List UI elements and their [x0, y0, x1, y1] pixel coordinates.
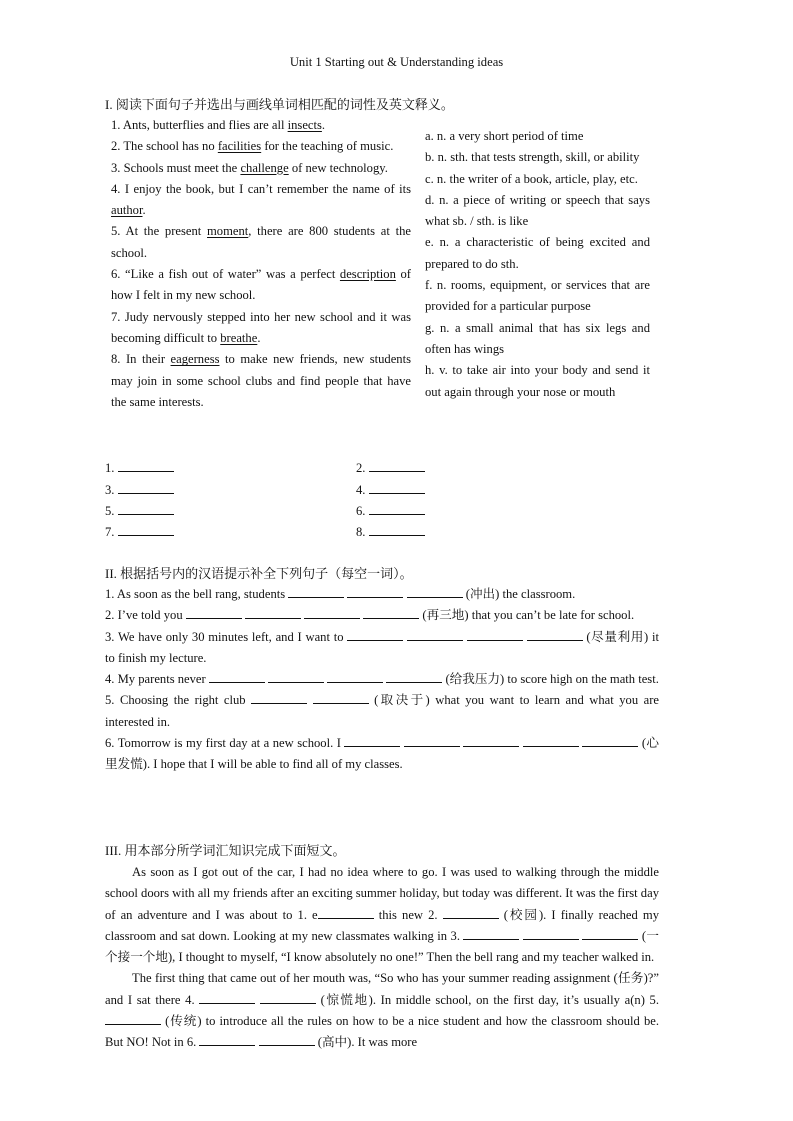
answer-8[interactable]: 8. — [356, 522, 425, 543]
definition-item: a. n. a very short period of time — [425, 129, 584, 143]
answer-7[interactable]: 7. — [105, 522, 174, 543]
section-3-heading: III. 用本部分所学词汇知识完成下面短文。 — [105, 843, 346, 858]
answer-1[interactable]: 1. — [105, 458, 174, 479]
fill-in-item: 3. We have only 30 minutes left, and I want to (尽量利用) it to finish my lecture. — [105, 629, 659, 665]
fill-in-item: 1. As soon as the bell rang, students (冲出) the classroom. — [105, 587, 576, 601]
sentence-item: 6. “Like a fish out of water” was a perfect description of how I felt in my new school. — [111, 267, 411, 303]
fill-in-item: 2. I’ve told you (再三地) that you can’t be late for school. — [105, 608, 635, 623]
answer-2[interactable]: 2. — [356, 458, 425, 479]
passage-paragraph: The first thing that came out of her mouth was, “So who has your summer reading assignment (任务)?” and I sat there 4. (惊慌地). In middle school, on the first day, it’s usually a(n) 5. (传统) to introduce all the rules on how to be a nice student and how the classroom should be. But NO! Not in 6. (高中). It was more — [105, 971, 659, 1050]
page-title: Unit 1 Starting out & Understanding ideas — [289, 55, 504, 69]
definition-item: f. n. rooms, equipment, or services that are provided for a particular purpose — [425, 278, 650, 314]
definition-item: h. v. to take air into your body and send it out again through your nose or mouth — [425, 363, 650, 399]
section-2-heading: II. 根据括号内的汉语提示补全下列句子（每空一词）。 — [105, 566, 413, 581]
fill-in-list — [105, 584, 659, 776]
definition-item: d. n. a piece of writing or speech that says what sb. / sth. is like — [425, 192, 650, 229]
definition-item: b. n. sth. that tests strength, skill, or ability — [425, 150, 640, 165]
sentence-item: 5. At the present moment, there are 800 students at the school. — [111, 224, 411, 260]
sentence-item: 7. Judy nervously stepped into her new school and it was becoming difficult to breathe. — [111, 309, 411, 345]
sentence-item: 1. Ants, butterflies and flies are all insects. — [111, 118, 326, 132]
section-1-heading: I. 阅读下面句子并选出与画线单词相匹配的词性及英文释义。 — [105, 97, 454, 112]
answer-5[interactable]: 5. — [105, 501, 174, 522]
definition-item: g. n. a small animal that has six legs and often has wings — [425, 320, 650, 356]
answer-3[interactable]: 3. — [105, 480, 174, 501]
definition-list — [425, 126, 650, 403]
sentence-item: 8. In their eagerness to make new friends, new students may join in some school clubs and find people that have the same interests. — [111, 352, 411, 409]
fill-in-item: 6. Tomorrow is my first day at a new school. I (心里发慌). I hope that I will be able to find all of my classes. — [105, 736, 660, 772]
passage-paragraph: As soon as I got out of the car, I had no idea where to go. I was used to walking through the middle school doors with all my friends after an exciting summer holiday, but today was different. It was the first day of an adventure and I was about to 1. e this new 2. (校园). I finally reached my classroom and sat down. Looking at my new classmates walking in 3. (一个接一个地), I thought to myself, “I know absolutely no one!” Then the bell rang and my teacher walked in. — [105, 865, 659, 965]
sentence-list — [111, 115, 411, 413]
sentence-item: 3. Schools must meet the challenge of new technology. — [111, 160, 388, 175]
definition-item: c. n. the writer of a book, article, play, etc. — [425, 171, 638, 186]
fill-in-item: 5. Choosing the right club (取决于) what you want to learn and what you are interested in. — [105, 693, 659, 729]
fill-in-item: 4. My parents never (给我压力) to score high on the math test. — [105, 672, 659, 687]
passage — [105, 862, 659, 1054]
answer-6[interactable]: 6. — [356, 501, 425, 522]
answer-4[interactable]: 4. — [356, 480, 425, 501]
definition-item: e. n. a characteristic of being excited and prepared to do sth. — [425, 235, 650, 271]
sentence-item: 2. The school has no facilities for the teaching of music. — [111, 139, 394, 154]
sentence-item: 4. I enjoy the book, but I can’t remember the name of its author. — [111, 181, 411, 218]
